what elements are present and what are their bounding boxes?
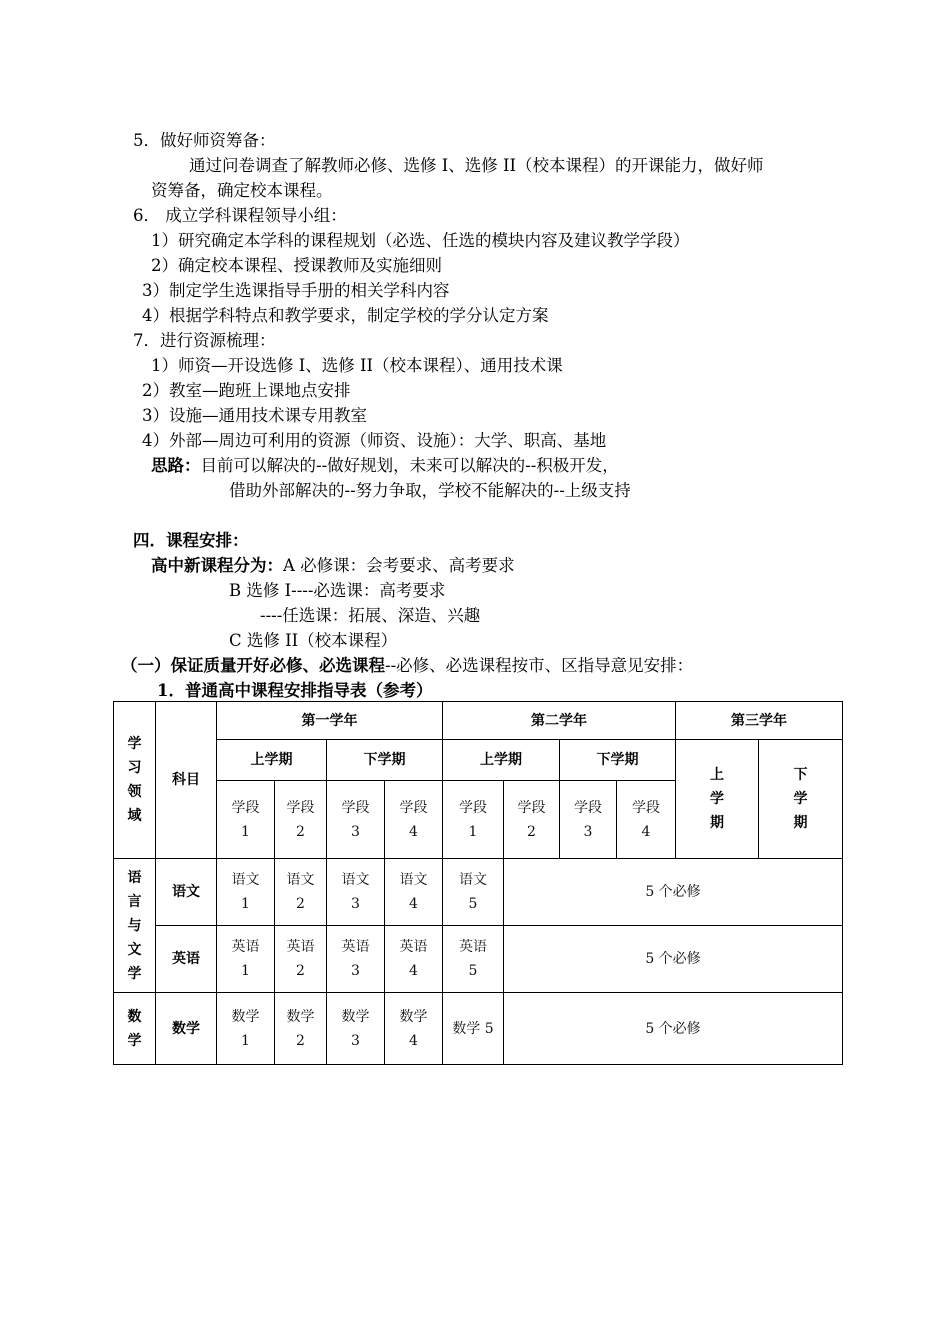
course-cell: 语文 4: [385, 859, 443, 926]
table-caption: 1．普通高中课程安排指导表（参考）: [157, 681, 433, 700]
course-cell: 语文 1: [217, 859, 275, 926]
stage-cell: 学段 2: [504, 781, 560, 859]
header-y2-term-1: 上学期: [443, 740, 560, 781]
subsection-1-note: --必修、必选课程按市、区指导意见安排：: [385, 656, 694, 675]
item-5-heading: 5．做好师资筹备：: [133, 131, 276, 150]
item-6-sub-2: 2）确定校本课程、授课教师及实施细则: [151, 256, 442, 275]
course-type-c: C 选修 II（校本课程）: [229, 631, 398, 650]
item-6-heading: 6． 成立学科课程领导小组：: [133, 206, 347, 225]
stage-cell: 学段 4: [385, 781, 443, 859]
approach-text: 目前可以解决的--做好规划，未来可以解决的--积极开发，: [200, 456, 619, 475]
stage-cell: 学段 4: [617, 781, 676, 859]
course-cell: 英语 1: [217, 926, 275, 993]
item-6-sub-1: 1）研究确定本学科的课程规划（必选、任选的模块内容及建议教学学段）: [151, 231, 690, 250]
item-5-body-line-1: 通过问卷调查了解教师必修、选修 I、选修 II（校本课程）的开课能力，做好师: [189, 156, 764, 175]
course-cell: 语文 3: [327, 859, 385, 926]
subject-chinese: 语文: [156, 859, 217, 926]
course-cell: 英语 5: [443, 926, 504, 993]
item-7-sub-1: 1）师资—开设选修 I、选修 II（校本课程）、通用技术课: [151, 356, 563, 375]
subject-math: 数学: [156, 993, 217, 1065]
course-type-a: A 必修课：会考要求、高考要求: [283, 556, 515, 575]
course-cell: 英语 3: [327, 926, 385, 993]
header-year-1: 第一学年: [217, 702, 443, 740]
header-y3-term-1: 上 学 期: [676, 740, 759, 859]
course-cell: 英语 2: [275, 926, 327, 993]
stage-cell: 学段 2: [275, 781, 327, 859]
item-7-sub-3: 3）设施—通用技术课专用教室: [142, 406, 367, 425]
area-language-literature: 语 言 与 文 学: [114, 859, 156, 993]
course-cell: 语文 5: [443, 859, 504, 926]
header-area: 学 习 领 域: [114, 702, 156, 859]
required-note: 5 个必修: [504, 926, 843, 993]
header-y1-term-1: 上学期: [217, 740, 327, 781]
approach-label: 思路：: [151, 456, 201, 475]
approach-line-2: 借助外部解决的--努力争取，学校不能解决的--上级支持: [229, 481, 631, 500]
item-6-sub-4: 4）根据学科特点和教学要求，制定学校的学分认定方案: [142, 306, 549, 325]
course-type-b-elective: ----任选课：拓展、深造、兴趣: [260, 606, 481, 625]
stage-cell: 学段 3: [560, 781, 617, 859]
header-y2-term-2: 下学期: [560, 740, 676, 781]
stage-cell: 学段 1: [443, 781, 504, 859]
course-schedule-table: [113, 701, 843, 1065]
course-types-label: 高中新课程分为：: [151, 556, 283, 575]
header-y1-term-2: 下学期: [327, 740, 443, 781]
course-cell: 语文 2: [275, 859, 327, 926]
required-note: 5 个必修: [504, 993, 843, 1065]
course-cell: 数学 4: [385, 993, 443, 1065]
item-6-sub-3: 3）制定学生选课指导手册的相关学科内容: [142, 281, 450, 300]
subject-english: 英语: [156, 926, 217, 993]
area-mathematics: 数 学: [114, 993, 156, 1065]
item-5-body-line-2: 资筹备，确定校本课程。: [151, 181, 333, 200]
course-cell: 数学 3: [327, 993, 385, 1065]
course-cell: 数学 1: [217, 993, 275, 1065]
stage-cell: 学段 3: [327, 781, 385, 859]
subsection-1-heading: [121, 655, 693, 677]
header-year-2: 第二学年: [443, 702, 676, 740]
item-7-sub-4: 4）外部—周边可利用的资源（师资、设施）：大学、职高、基地: [142, 431, 607, 450]
course-cell: 数学 5: [443, 993, 504, 1065]
item-7-sub-2: 2）教室—跑班上课地点安排: [142, 381, 351, 400]
course-cell: 数学 2: [275, 993, 327, 1065]
course-type-b: B 选修 I----必选课：高考要求: [229, 581, 446, 600]
section-4-heading: 四．课程安排：: [133, 531, 249, 550]
approach-line-1: [151, 455, 619, 477]
item-7-heading: 7．进行资源梳理：: [133, 331, 276, 350]
required-note: 5 个必修: [504, 859, 843, 926]
course-cell: 英语 4: [385, 926, 443, 993]
stage-cell: 学段 1: [217, 781, 275, 859]
header-y3-term-2: 下 学 期: [759, 740, 843, 859]
course-types-line-a: [151, 555, 515, 577]
header-year-3: 第三学年: [676, 702, 843, 740]
header-subject: 科目: [156, 702, 217, 859]
subsection-1-title: （一）保证质量开好必修、必选课程: [121, 656, 385, 675]
